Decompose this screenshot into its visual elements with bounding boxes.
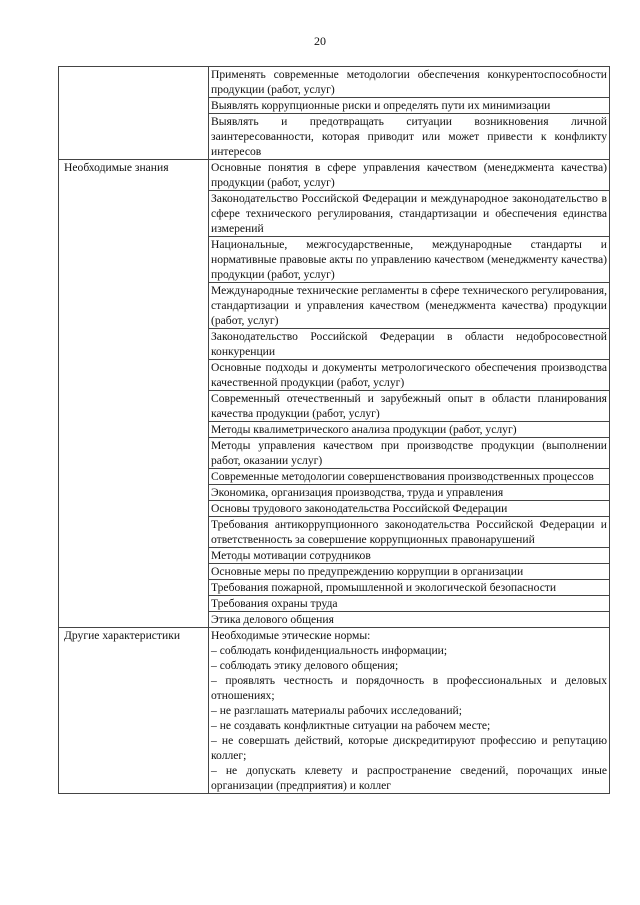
page-number: 20 (314, 34, 326, 48)
requirement-text: Законодательство Российской Федерации и международное законодательство в сфере технического регулирования, стандартизации и обеспечения единства измерений (209, 191, 610, 237)
requirement-text: – соблюдать этику делового общения; (209, 658, 610, 673)
requirement-text: Основные понятия в сфере управления качеством (менеджмента качества) продукции (работ, услуг) (209, 160, 610, 191)
requirement-text: Выявлять и предотвращать ситуации возникновения личной заинтересованности, которая приводит или может привести к конфликту интересов (209, 114, 610, 160)
requirement-text: Современный отечественный и зарубежный опыт в области планирования качества продукции (работ, услуг) (209, 391, 610, 422)
requirement-text: Законодательство Российской Федерации в области недобросовестной конкуренции (209, 329, 610, 360)
requirement-text: – не создавать конфликтные ситуации на рабочем месте; (209, 718, 610, 733)
requirement-text: Выявлять коррупционные риски и определять пути их минимизации (209, 98, 610, 114)
requirement-text: Необходимые этические нормы: (209, 628, 610, 644)
section-label: Другие характеристики (59, 628, 209, 794)
requirement-text: Требования охраны труда (209, 596, 610, 612)
requirement-text: – проявлять честность и порядочность в профессиональных и деловых отношениях; (209, 673, 610, 703)
table-row (59, 160, 610, 191)
requirement-text: Экономика, организация производства, труда и управления (209, 485, 610, 501)
requirements-table (58, 66, 610, 794)
requirement-text: Основные подходы и документы метрологического обеспечения производства качественной продукции (работ, услуг) (209, 360, 610, 391)
section-label: Необходимые знания (59, 160, 209, 628)
section-label (59, 67, 209, 160)
requirement-text: – не допускать клевету и распространение сведений, порочащих иные организации (предприятия) и коллег (209, 763, 610, 794)
requirement-text: Применять современные методологии обеспечения конкурентоспособности продукции (работ, услуг) (209, 67, 610, 98)
requirement-text: Основы трудового законодательства Российской Федерации (209, 501, 610, 517)
requirement-text: Современные методологии совершенствования производственных процессов (209, 469, 610, 485)
requirement-text: Методы мотивации сотрудников (209, 548, 610, 564)
requirement-text: – соблюдать конфиденциальность информации; (209, 643, 610, 658)
requirement-text: Требования антикоррупционного законодательства Российской Федерации и ответственность за совершение коррупционных правонарушений (209, 517, 610, 548)
requirement-text: Основные меры по предупреждению коррупции в организации (209, 564, 610, 580)
table-row (59, 628, 610, 644)
requirement-text: – не разглашать материалы рабочих исследований; (209, 703, 610, 718)
requirement-text: Методы управления качеством при производстве продукции (выполнении работ, оказании услуг) (209, 438, 610, 469)
requirements-table-body (59, 67, 610, 794)
requirement-text: – не совершать действий, которые дискредитируют профессию и репутацию коллег; (209, 733, 610, 763)
requirement-text: Требования пожарной, промышленной и экологической безопасности (209, 580, 610, 596)
requirement-text: Международные технические регламенты в сфере технического регулирования, стандартизации и управления качеством (менеджмента качества) продукции (работ, услуг) (209, 283, 610, 329)
requirement-text: Этика делового общения (209, 612, 610, 628)
requirement-text: Методы квалиметрического анализа продукции (работ, услуг) (209, 422, 610, 438)
requirement-text: Национальные, межгосударственные, международные стандарты и нормативные правовые акты по управлению качеством (менеджменту качества) продукции (работ, услуг) (209, 237, 610, 283)
table-row (59, 67, 610, 98)
